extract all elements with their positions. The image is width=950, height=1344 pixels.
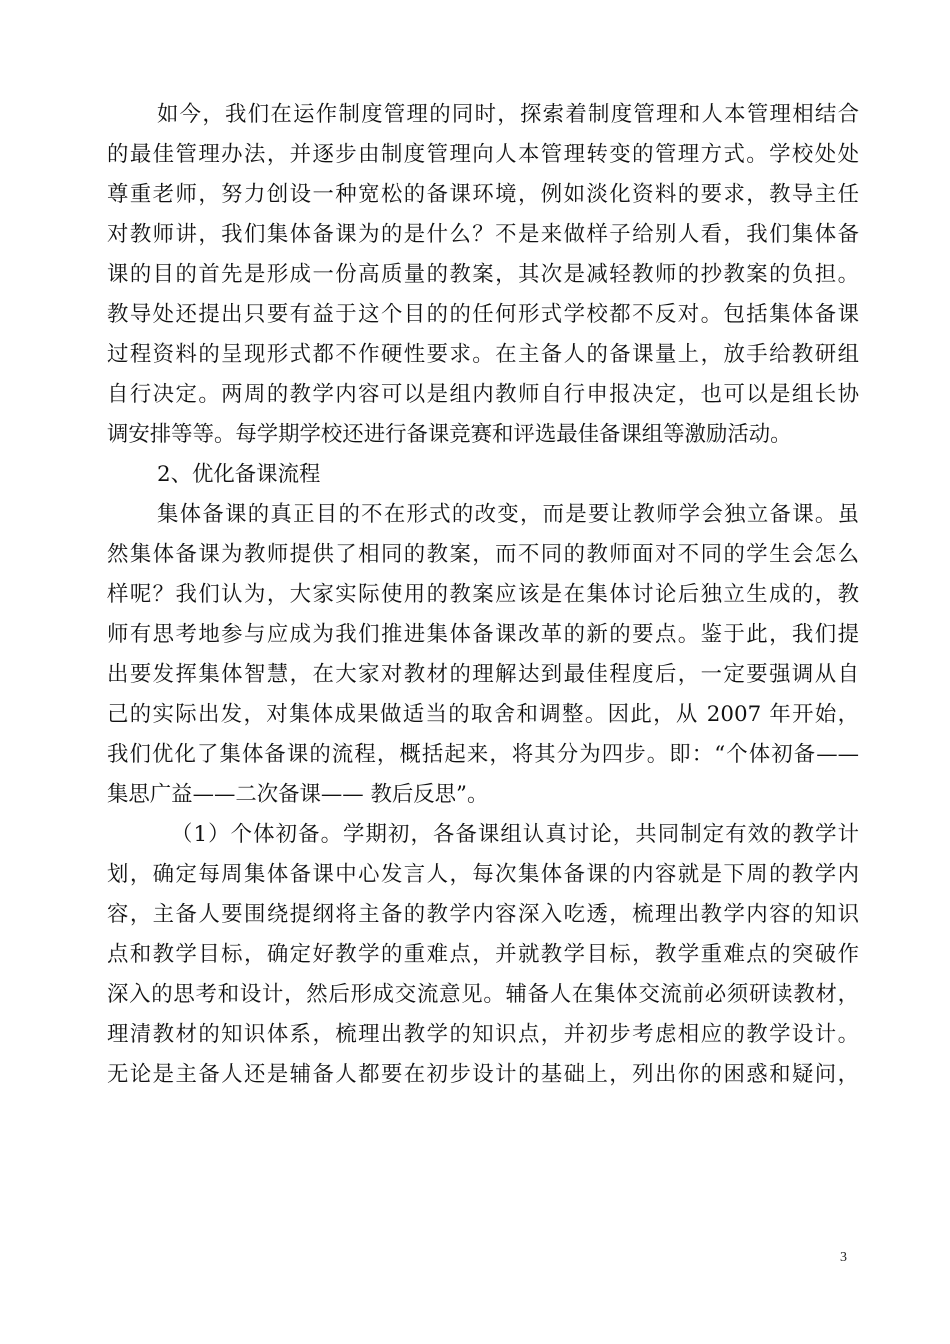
- text-line: 课的目的首先是形成一份高质量的教案，其次是减轻教师的抄教案的负担。: [107, 262, 859, 287]
- section-heading: 2、优化备课流程: [157, 462, 321, 487]
- text-line: 容，主备人要围绕提纲将主备的教学内容深入吃透，梳理出教学内容的知识: [107, 902, 859, 927]
- text-line: 无论是主备人还是辅备人都要在初步设计的基础上，列出你的困惑和疑问，: [107, 1062, 859, 1087]
- text-line: 如今，我们在运作制度管理的同时，探索着制度管理和人本管理相结合: [157, 102, 859, 127]
- text-line: 过程资料的呈现形式都不作硬性要求。在主备人的备课量上，放手给教研组: [107, 342, 859, 367]
- document-body: [107, 95, 859, 1095]
- text-line: 集思广益——二次备课—— 教后反思”。: [107, 782, 489, 807]
- text-line: 我们优化了集体备课的流程，概括起来，将其分为四步。即：“个体初备——: [107, 742, 859, 767]
- text-line: 对教师讲，我们集体备课为的是什么？不是来做样子给别人看，我们集体备: [107, 222, 859, 247]
- text-line: 调安排等等。每学期学校还进行备课竞赛和评选最佳备课组等激励活动。: [107, 422, 792, 447]
- text-line: 集体备课的真正目的不在形式的改变，而是要让教师学会独立备课。虽: [157, 502, 859, 527]
- text-line: 自行决定。两周的教学内容可以是组内教师自行申报决定，也可以是组长协: [107, 382, 859, 407]
- text-line: 尊重老师，努力创设一种宽松的备课环境，例如淡化资料的要求，教导主任: [107, 182, 859, 207]
- text-line: 教导处还提出只要有益于这个目的的任何形式学校都不反对。包括集体备课: [107, 302, 859, 327]
- page-number: 3: [840, 1250, 847, 1265]
- text-line: 师有思考地参与应成为我们推进集体备课改革的新的要点。鉴于此，我们提: [107, 622, 859, 647]
- text-line: 理清教材的知识体系，梳理出教学的知识点，并初步考虑相应的教学设计。: [107, 1022, 859, 1047]
- text-line: 己的实际出发，对集体成果做适当的取舍和调整。因此，从 2007 年开始，: [107, 702, 859, 727]
- text-line: （1）个体初备。学期初，各备课组认真讨论，共同制定有效的教学计: [171, 822, 859, 847]
- text-line: 样呢？我们认为，大家实际使用的教案应该是在集体讨论后独立生成的，教: [107, 582, 859, 607]
- text-line: 然集体备课为教师提供了相同的教案，而不同的教师面对不同的学生会怎么: [107, 542, 859, 567]
- text-line: 点和教学目标，确定好教学的重难点，并就教学目标，教学重难点的突破作: [107, 942, 859, 967]
- text-line: 划，确定每周集体备课中心发言人，每次集体备课的内容就是下周的教学内: [107, 862, 859, 887]
- text-line: 深入的思考和设计，然后形成交流意见。辅备人在集体交流前必须研读教材，: [107, 982, 859, 1007]
- text-line: 的最佳管理办法，并逐步由制度管理向人本管理转变的管理方式。学校处处: [107, 142, 859, 167]
- text-line: 出要发挥集体智慧，在大家对教材的理解达到最佳程度后，一定要强调从自: [107, 662, 859, 687]
